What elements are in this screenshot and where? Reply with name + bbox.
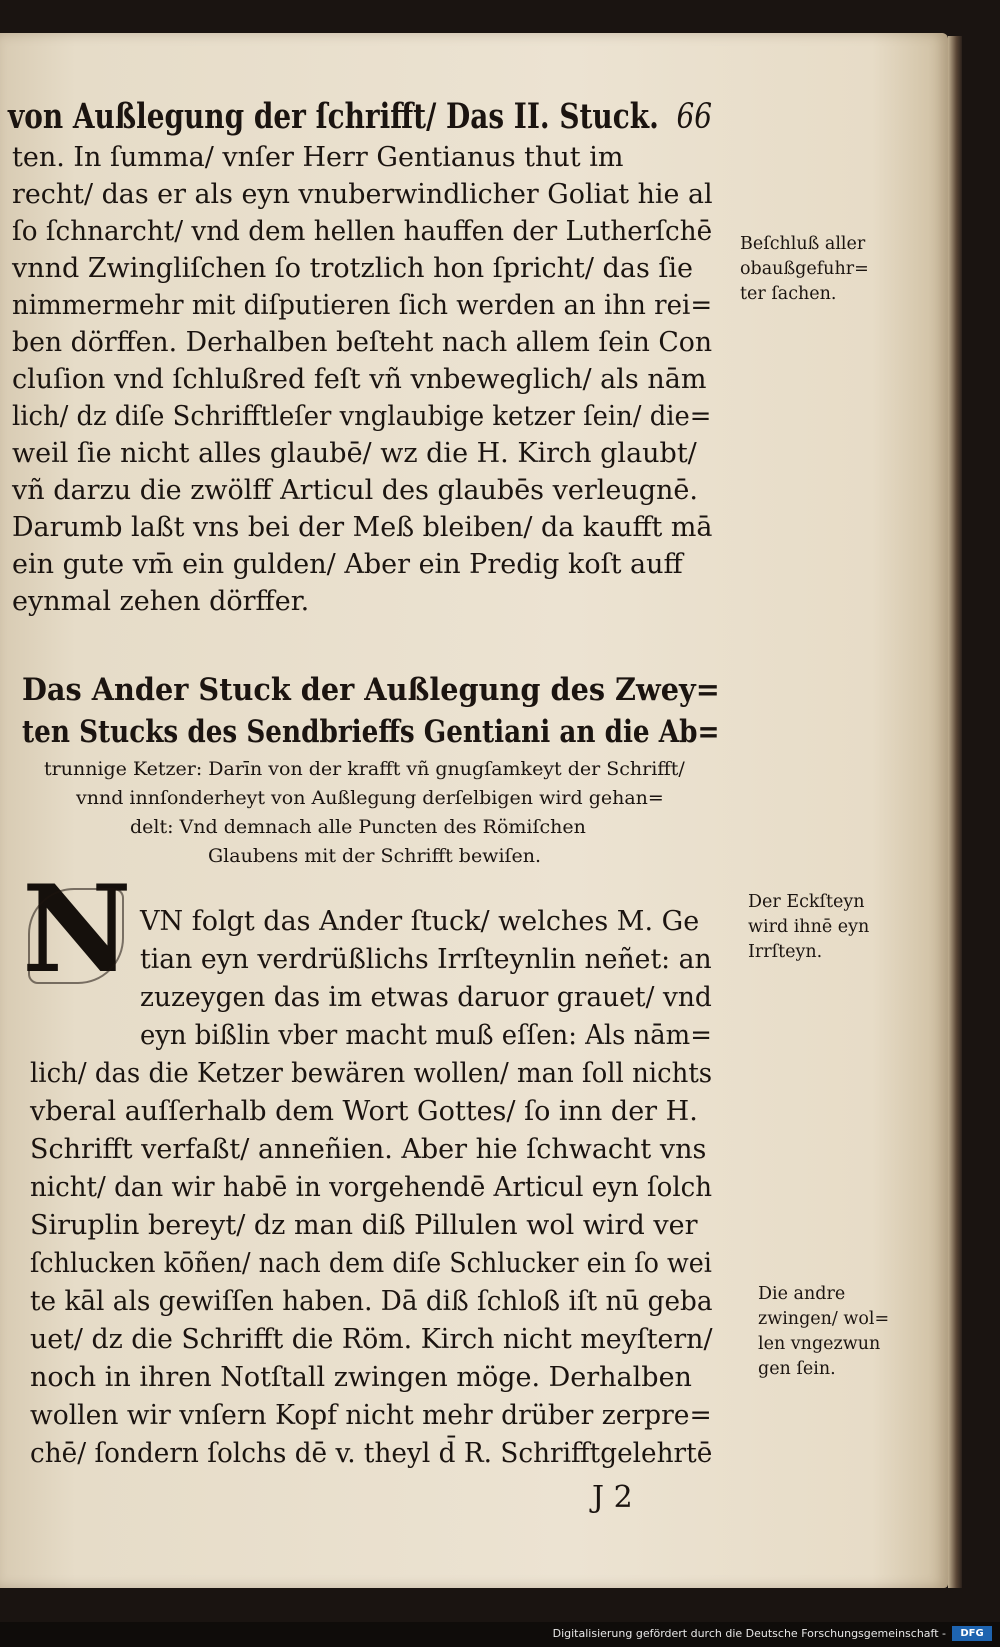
margin-note-line: Beſchluß aller [740,234,866,254]
margin-note-line: wird ihnē eyn [748,917,870,937]
text-line: vberal auſſerhalb dem Wort Gottes/ ſo inn der H. [30,1096,698,1127]
text-line: Siruplin bereyt/ dz man diß Pillulen wol wird ver [30,1210,698,1241]
text-line: ſo ſchnarcht/ vnd dem hellen hauffen der Lutherſchē [12,216,713,247]
text-line: vnnd Zwingliſchen ſo trotzlich hon ſpricht/ das ſie [12,253,693,284]
text-line: eyn bißlin vber macht muß eſſen: Als nām= [140,1020,712,1051]
text-line: nimmermehr mit diſputieren ſich werden an ihn rei= [12,290,713,321]
margin-note-line: obaußgefuhr= [740,259,869,279]
text-line: ſchlucken kōñen/ nach dem diſe Schlucker ein ſo wei [30,1248,712,1279]
text-line: te kāl als gewiſſen haben. Dā diß ſchloß iſt nū geba [30,1286,713,1317]
text-line: uet/ dz die Schrifft die Röm. Kirch nicht meyſtern/ [30,1324,713,1355]
text-line: Schrifft verfaßt/ anneñien. Aber hie ſchwacht vns [30,1134,707,1165]
running-title-text: von Außlegung der ſchrifft/ Das II. Stuck. [8,96,659,137]
text-line: recht/ das er als eyn vnuberwindlicher Goliat hie al [12,179,713,210]
text-line: eynmal zehen dörffer. [12,586,310,617]
text-line: VN folgt das Ander ſtuck/ welches M. Ge [140,906,700,937]
text-line: lich/ das die Ketzer bewären wollen/ man ſoll nichts [30,1058,713,1089]
margin-note-line: Irrſteyn. [748,942,823,962]
text-line: zuzeygen das im etwas daruor grauet/ vnd [140,982,712,1013]
margin-note-line: ter ſachen. [740,284,837,304]
heading-line: Das Ander Stuck der Außlegung des Zwey= [22,672,720,708]
footer-credit: Digitalisierung gefördert durch die Deutsche Forschungsgemeinschaft - [552,1627,946,1640]
text-line: ein gute vm̄ ein gulden/ Aber ein Predig koſt auff [12,549,683,580]
text-line: nicht/ dan wir habē in vorgehendē Articul eyn ſolch [30,1172,713,1203]
text-line: cluſion vnd ſchlußred feſt vñ vnbeweglich/ als nām [12,364,707,395]
heading-subline: Glaubens mit der Schrifft bewiſen. [208,845,542,867]
footer-bar [0,1622,1000,1647]
text-line: Darumb laßt vns bei der Meß bleiben/ da kaufft mā [12,512,713,543]
margin-note-line: gen ſein. [758,1359,836,1379]
margin-note [748,890,869,965]
drop-initial: N [22,859,132,1000]
text-line: ben dörffen. Derhalben beſteht nach allem ſein Con [12,327,713,358]
text-line: lich/ dz diſe Schrifftleſer vnglaubige ketzer ſein/ die= [12,401,712,432]
margin-note-line: zwingen/ wol= [758,1309,890,1329]
text-line: wollen wir vnſern Kopf nicht mehr drüber zerpre= [30,1400,712,1431]
dfg-logo: DFG [952,1626,992,1641]
margin-note [740,232,869,307]
running-title [8,96,712,137]
text-line: weil ſie nicht alles glaubē/ wz die H. Kirch glaubt/ [12,438,697,469]
margin-note-line: Die andre [758,1284,846,1304]
text-line: ten. In ſumma/ vnſer Herr Gentianus thut im [12,142,624,173]
margin-note-line: Der Eckſteyn [748,892,865,912]
heading-subline: trunnige Ketzer: Darīn von der krafft vñ gnugſamkeyt der Schrifft/ [44,758,685,780]
margin-note [758,1282,889,1382]
signature-mark: J 2 [592,1480,633,1515]
folio-number: 66 [676,97,713,137]
text-line: chē/ ſondern ſolchs dē v. theyl d̄ R. Schrifftgelehrtē [30,1438,713,1469]
heading-subline: delt: Vnd demnach alle Puncten des Römiſchen [130,816,586,838]
text-line: noch in ihren Notſtall zwingen möge. Derhalben [30,1362,692,1393]
text-line: tian eyn verdrüßlichs Irrſteynlin neñet: an [140,944,712,975]
page-edge [948,36,962,1588]
heading-subline: vnnd innſonderheyt von Außlegung derſelbigen wird gehan= [76,787,664,809]
heading-line: ten Stucks des Sendbrieffs Gentiani an die Ab= [22,714,720,750]
text-line: vñ darzu die zwölff Articul des glaubēs verleugnē. [12,475,698,506]
margin-note-line: len vngezwun [758,1334,881,1354]
